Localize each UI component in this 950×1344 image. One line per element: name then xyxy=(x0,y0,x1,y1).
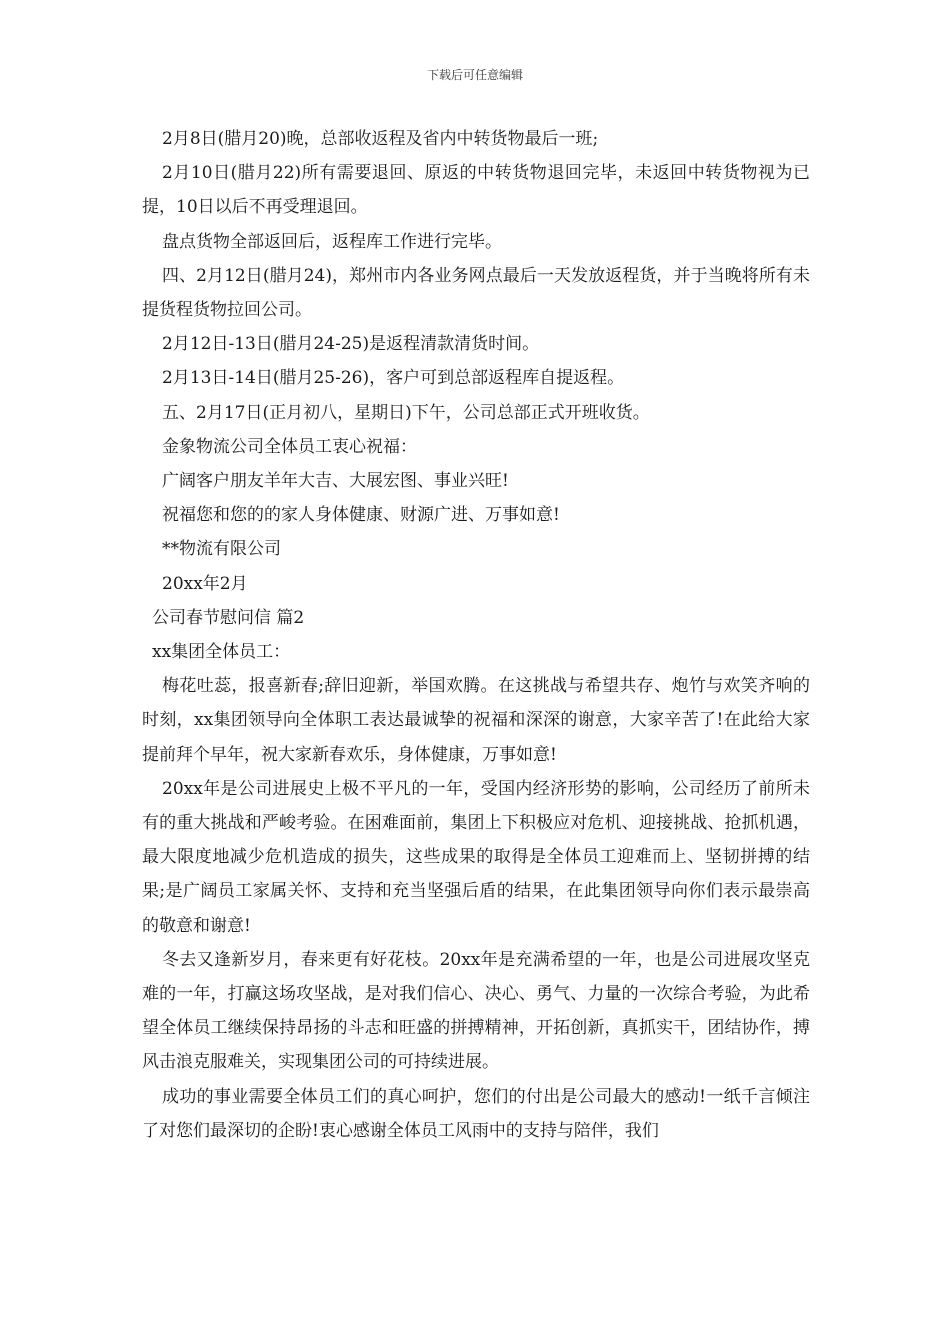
section-title: 公司春节慰问信 篇2 xyxy=(152,607,305,628)
signature-company: **物流有限公司 xyxy=(162,539,281,560)
paragraph: 广阔客户朋友羊年大吉、大展宏图、事业兴旺! xyxy=(162,471,509,492)
paragraph: 五、2月17日(正月初八，星期日)下午，公司总部正式开班收货。 xyxy=(162,402,650,423)
salutation: xx集团全体员工： xyxy=(152,642,291,663)
paragraph: 梅花吐蕊，报喜新春;辞旧迎新，举国欢腾。在这挑战与希望共存、炮竹与欢笑齐响的时刻，xx集团领导向全体职工表达最诚挚的祝福和深深的谢意，大家辛苦了!在此给大家提前拜个早年，祝大家新春欢乐，身体健康，万事如意! xyxy=(142,676,810,765)
paragraph: 四、2月12日(腊月24)，郑州市内各业务网点最后一天发放返程货，并于当晚将所有未提货程货物拉回公司。 xyxy=(142,265,810,321)
signature-date: 20xx年2月 xyxy=(162,573,248,594)
paragraph: 2月12日-13日(腊月24-25)是返程清款清货时间。 xyxy=(162,334,540,355)
paragraph: 冬去又逢新岁月，春来更有好花枝。20xx年是充满希望的一年，也是公司进展攻坚克难的一年，打赢这场攻坚战，是对我们信心、决心、勇气、力量的一次综合考验，为此希望全体员工继续保持昂扬的斗志和旺盛的拼搏精神，开拓创新，真抓实干，团结协作，搏风击浪克服难关，实现集团公司的可持续进展。 xyxy=(142,949,810,1073)
paragraph: 2月8日(腊月20)晚，总部收返程及省内中转货物最后一班; xyxy=(162,129,599,149)
paragraph: 20xx年是公司进展史上极不平凡的一年，受国内经济形势的影响，公司经历了前所未有的重大挑战和严峻考验。在困难面前，集团上下积极应对危机、迎接挑战、抢抓机遇，最大限度地减少危机造成的损失，这些成果的取得是全体员工迎难而上、坚韧拼搏的结果;是广阔员工家属关怀、支持和充当坚强后盾的结果，在此集团领导向你们表示最崇高的敬意和谢意! xyxy=(142,778,810,936)
document-body xyxy=(142,122,810,1148)
paragraph: 金象物流公司全体员工衷心祝福： xyxy=(162,436,417,457)
page-header: 下载后可任意编辑 xyxy=(426,68,523,82)
paragraph: 2月10日(腊月22)所有需要退回、原返的中转货物退回完毕，未返回中转货物视为已提，10日以后不再受理退回。 xyxy=(142,163,810,218)
paragraph: 2月13日-14日(腊月25-26)，客户可到总部返程库自提返程。 xyxy=(162,368,625,389)
paragraph: 祝福您和您的的家人身体健康、财源广进、万事如意! xyxy=(162,505,560,526)
paragraph: 盘点货物全部返回后，返程库工作进行完毕。 xyxy=(162,231,502,252)
paragraph: 成功的事业需要全体员工们的真心呵护，您们的付出是公司最大的感动!一纸千言倾注了对您们最深切的企盼!衷心感谢全体员工风雨中的支持与陪伴，我们 xyxy=(142,1086,810,1141)
